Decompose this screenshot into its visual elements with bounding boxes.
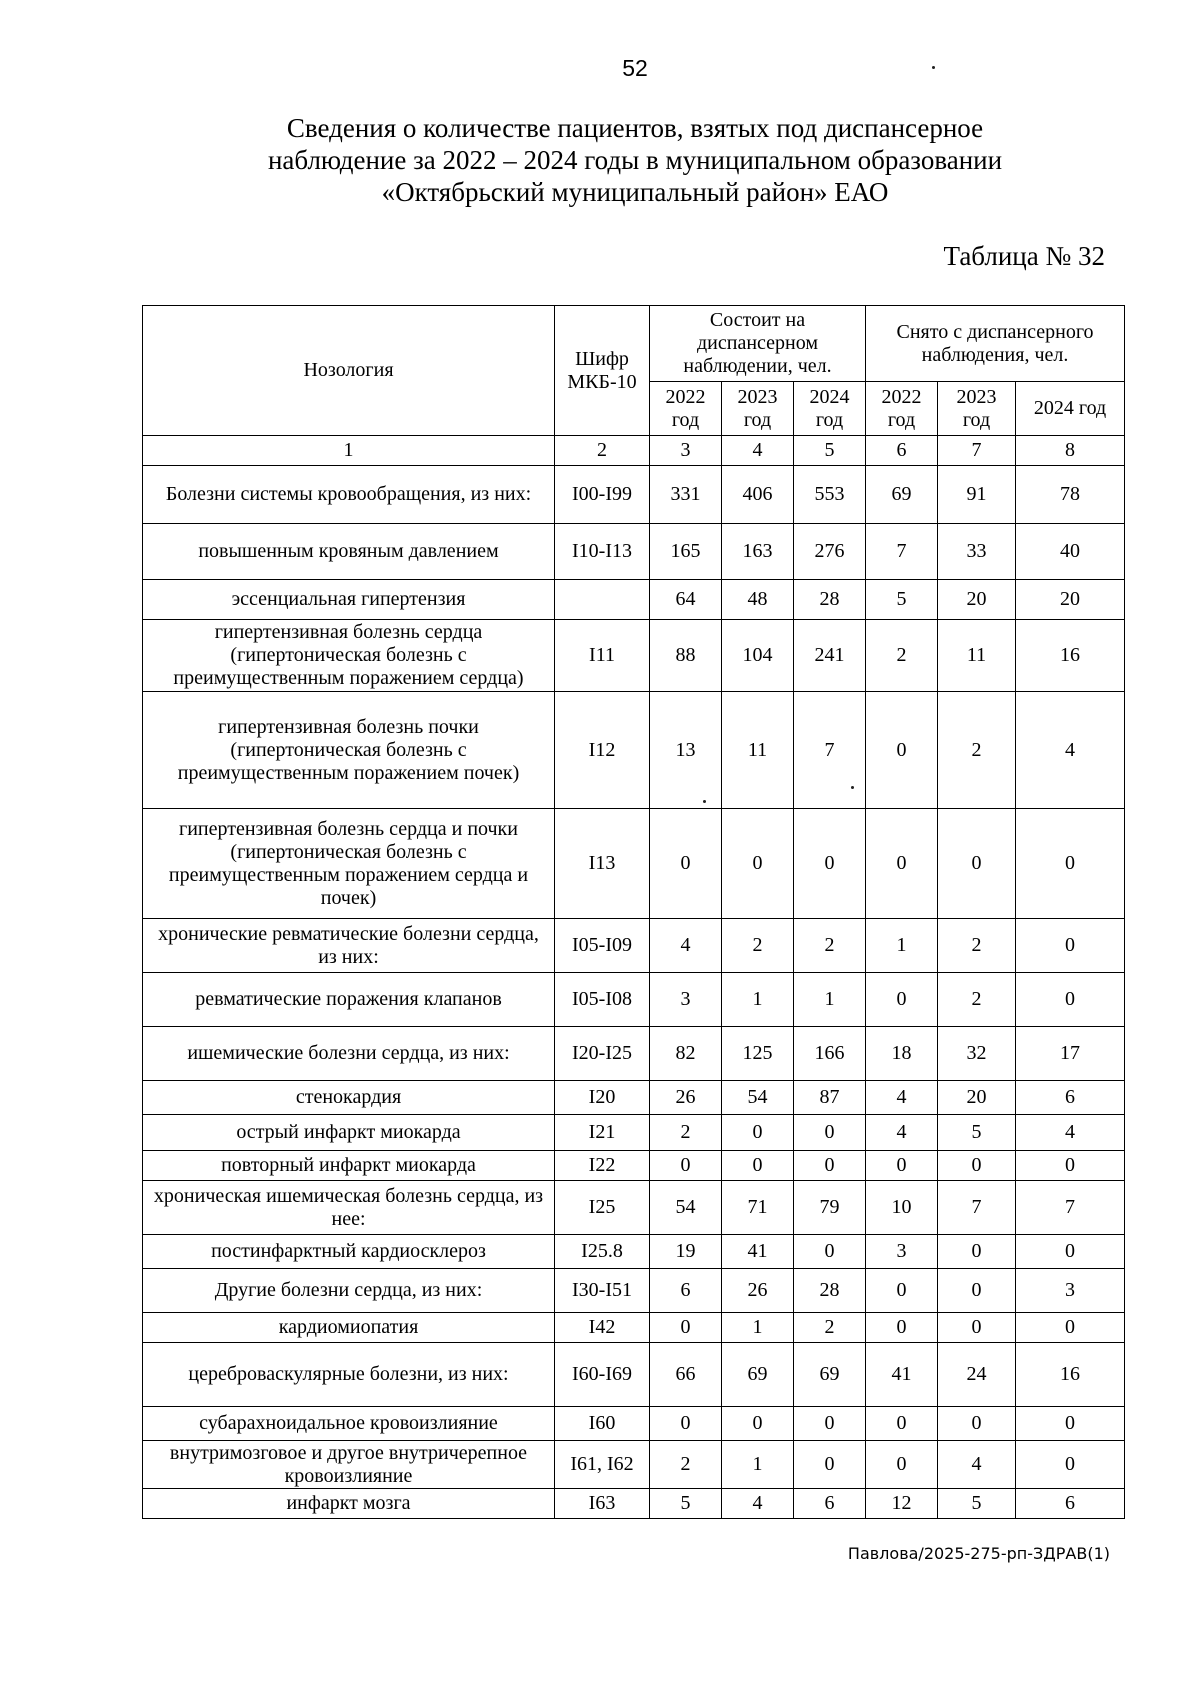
cell-value: 0 [938, 1407, 1016, 1441]
cell-value: 0 [650, 1407, 722, 1441]
cell-code: I25 [555, 1181, 650, 1235]
cell-value: 0 [866, 1313, 938, 1343]
column-number: 1 [143, 436, 555, 466]
cell-value: 0 [722, 1151, 794, 1181]
cell-value: 20 [1016, 580, 1125, 620]
table-label: Таблица № 32 [943, 241, 1105, 271]
cell-code: I61, I62 [555, 1441, 650, 1489]
cell-value: 2 [938, 692, 1016, 809]
page-number: 52 [622, 55, 648, 81]
header-year: 2024 год [794, 382, 866, 436]
cell-value: 166 [794, 1027, 866, 1081]
cell-value: 0 [794, 1235, 866, 1269]
patients-table [142, 305, 1125, 1519]
table-row [143, 692, 1125, 809]
cell-value: 2 [938, 973, 1016, 1027]
cell-value: 82 [650, 1027, 722, 1081]
table-row [143, 1313, 1125, 1343]
cell-value: 7 [794, 692, 866, 809]
cell-value: 20 [938, 1081, 1016, 1115]
cell-value: 0 [794, 1151, 866, 1181]
cell-code: I05-I08 [555, 973, 650, 1027]
cell-value: 3 [866, 1235, 938, 1269]
cell-value: 18 [866, 1027, 938, 1081]
cell-value: 0 [1016, 1407, 1125, 1441]
cell-value: 54 [722, 1081, 794, 1115]
cell-value: 11 [938, 620, 1016, 692]
cell-code: I21 [555, 1115, 650, 1151]
cell-value: 0 [938, 1313, 1016, 1343]
cell-value: 6 [794, 1489, 866, 1519]
table-row [143, 466, 1125, 524]
cell-value: 1 [722, 1441, 794, 1489]
cell-value: 64 [650, 580, 722, 620]
cell-value: 0 [866, 809, 938, 919]
cell-value: 2 [938, 919, 1016, 973]
cell-value: 16 [1016, 1343, 1125, 1407]
header-nosology: Нозология [143, 306, 555, 436]
cell-value: 2 [650, 1115, 722, 1151]
cell-value: 69 [866, 466, 938, 524]
cell-value: 4 [866, 1115, 938, 1151]
cell-value: 91 [938, 466, 1016, 524]
cell-nosology: Другие болезни сердца, из них: [143, 1269, 555, 1313]
cell-code: I05-I09 [555, 919, 650, 973]
cell-value: 13 [650, 692, 722, 809]
cell-code: I12 [555, 692, 650, 809]
cell-value: 163 [722, 524, 794, 580]
cell-value: 0 [1016, 809, 1125, 919]
cell-value: 54 [650, 1181, 722, 1235]
cell-value: 0 [794, 809, 866, 919]
cell-code: I20-I25 [555, 1027, 650, 1081]
cell-nosology: инфаркт мозга [143, 1489, 555, 1519]
cell-value: 0 [866, 1407, 938, 1441]
cell-value: 241 [794, 620, 866, 692]
cell-value: 4 [650, 919, 722, 973]
cell-value: 553 [794, 466, 866, 524]
table-row [143, 1441, 1125, 1489]
cell-value: 2 [866, 620, 938, 692]
cell-value: 0 [722, 1115, 794, 1151]
cell-nosology: повышенным кровяным давлением [143, 524, 555, 580]
cell-value: 7 [866, 524, 938, 580]
cell-value: 16 [1016, 620, 1125, 692]
cell-nosology: эссенциальная гипертензия [143, 580, 555, 620]
cell-nosology: хронические ревматические болезни сердца, из них: [143, 919, 555, 973]
cell-value: 125 [722, 1027, 794, 1081]
cell-value: 1 [794, 973, 866, 1027]
document-title [190, 112, 1080, 208]
cell-value: 0 [866, 1269, 938, 1313]
table-row [143, 1489, 1125, 1519]
cell-value: 0 [1016, 919, 1125, 973]
cell-value: 26 [650, 1081, 722, 1115]
cell-value: 2 [722, 919, 794, 973]
cell-code: I20 [555, 1081, 650, 1115]
cell-value: 331 [650, 466, 722, 524]
table-row [143, 1235, 1125, 1269]
cell-value: 88 [650, 620, 722, 692]
cell-value: 41 [722, 1235, 794, 1269]
cell-value: 2 [794, 1313, 866, 1343]
cell-nosology: субарахноидальное кровоизлияние [143, 1407, 555, 1441]
column-number: 3 [650, 436, 722, 466]
cell-value: 0 [1016, 1235, 1125, 1269]
cell-value: 4 [938, 1441, 1016, 1489]
cell-value: 7 [1016, 1181, 1125, 1235]
table-row [143, 973, 1125, 1027]
cell-value: 3 [650, 973, 722, 1027]
title-line: наблюдение за 2022 – 2024 годы в муниципальном образовании [267, 145, 1003, 175]
cell-value: 4 [866, 1081, 938, 1115]
cell-nosology: ишемические болезни сердца, из них: [143, 1027, 555, 1081]
cell-value: 7 [938, 1181, 1016, 1235]
cell-code: I25.8 [555, 1235, 650, 1269]
cell-value: 0 [650, 1151, 722, 1181]
document-footer: Павлова/2025-275-рп-ЗДРАВ(1) [847, 1544, 1110, 1563]
column-number: 8 [1016, 436, 1125, 466]
cell-value: 1 [722, 973, 794, 1027]
cell-value: 87 [794, 1081, 866, 1115]
cell-value: 0 [938, 1235, 1016, 1269]
table-row [143, 809, 1125, 919]
header-removed: Снято с диспансерного наблюдения, чел. [866, 306, 1125, 382]
column-number: 5 [794, 436, 866, 466]
cell-code: I00-I99 [555, 466, 650, 524]
cell-nosology: острый инфаркт миокарда [143, 1115, 555, 1151]
cell-nosology: цереброваскулярные болезни, из них: [143, 1343, 555, 1407]
cell-nosology: стенокардия [143, 1081, 555, 1115]
table-row [143, 1081, 1125, 1115]
cell-value: 28 [794, 1269, 866, 1313]
table-row [143, 1269, 1125, 1313]
cell-value: 0 [722, 1407, 794, 1441]
header-year: 2024 год [1016, 382, 1125, 436]
cell-value: 6 [1016, 1081, 1125, 1115]
cell-value: 276 [794, 524, 866, 580]
cell-value: 0 [866, 973, 938, 1027]
cell-value: 4 [1016, 692, 1125, 809]
cell-value: 2 [650, 1441, 722, 1489]
cell-value: 5 [938, 1115, 1016, 1151]
table-row [143, 1407, 1125, 1441]
cell-code: I60-I69 [555, 1343, 650, 1407]
cell-nosology: Болезни системы кровообращения, из них: [143, 466, 555, 524]
column-number: 7 [938, 436, 1016, 466]
cell-value: 71 [722, 1181, 794, 1235]
cell-nosology: ревматические поражения клапанов [143, 973, 555, 1027]
cell-value: 104 [722, 620, 794, 692]
cell-value: 406 [722, 466, 794, 524]
cell-nosology: хроническая ишемическая болезнь сердца, из нее: [143, 1181, 555, 1235]
cell-value: 20 [938, 580, 1016, 620]
cell-value: 0 [938, 1151, 1016, 1181]
cell-code: I60 [555, 1407, 650, 1441]
cell-value: 24 [938, 1343, 1016, 1407]
cell-value: 0 [722, 809, 794, 919]
cell-value: 0 [794, 1407, 866, 1441]
cell-value: 4 [722, 1489, 794, 1519]
cell-code: I30-I51 [555, 1269, 650, 1313]
table-row [143, 1115, 1125, 1151]
cell-value: 2 [794, 919, 866, 973]
cell-nosology: кардиомиопатия [143, 1313, 555, 1343]
cell-value: 165 [650, 524, 722, 580]
cell-value: 17 [1016, 1027, 1125, 1081]
cell-value: 0 [866, 1151, 938, 1181]
table-row [143, 1151, 1125, 1181]
header-year: 2022 год [866, 382, 938, 436]
table-row [143, 620, 1125, 692]
column-number: 4 [722, 436, 794, 466]
scan-speck [703, 800, 706, 803]
cell-value: 0 [650, 809, 722, 919]
cell-value: 3 [1016, 1269, 1125, 1313]
cell-value: 0 [1016, 1313, 1125, 1343]
header-year: 2022 год [650, 382, 722, 436]
header-year: 2023 год [722, 382, 794, 436]
cell-value: 1 [866, 919, 938, 973]
cell-code: I13 [555, 809, 650, 919]
cell-code [555, 580, 650, 620]
table-row [143, 1181, 1125, 1235]
cell-value: 41 [866, 1343, 938, 1407]
scan-speck [932, 66, 935, 69]
cell-value: 33 [938, 524, 1016, 580]
cell-value: 40 [1016, 524, 1125, 580]
title-line: «Октябрьский муниципальный район» ЕАО [381, 177, 889, 207]
cell-value: 0 [866, 1441, 938, 1489]
table-row [143, 1027, 1125, 1081]
cell-value: 0 [794, 1115, 866, 1151]
cell-value: 5 [938, 1489, 1016, 1519]
cell-value: 5 [866, 580, 938, 620]
cell-value: 32 [938, 1027, 1016, 1081]
cell-value: 0 [1016, 1151, 1125, 1181]
cell-code: I11 [555, 620, 650, 692]
cell-value: 69 [794, 1343, 866, 1407]
column-number: 6 [866, 436, 938, 466]
table-row [143, 919, 1125, 973]
header-code: Шифр МКБ-10 [555, 306, 650, 436]
cell-value: 10 [866, 1181, 938, 1235]
cell-value: 4 [1016, 1115, 1125, 1151]
cell-nosology: гипертензивная болезнь почки (гипертоническая болезнь с преимущественным поражением почек) [143, 692, 555, 809]
column-number: 2 [555, 436, 650, 466]
cell-nosology: гипертензивная болезнь сердца (гипертоническая болезнь с преимущественным поражением сердца) [143, 620, 555, 692]
scan-speck [851, 786, 854, 789]
cell-value: 28 [794, 580, 866, 620]
cell-code: I42 [555, 1313, 650, 1343]
cell-value: 69 [722, 1343, 794, 1407]
cell-code: I63 [555, 1489, 650, 1519]
cell-value: 6 [650, 1269, 722, 1313]
cell-value: 26 [722, 1269, 794, 1313]
cell-value: 78 [1016, 466, 1125, 524]
cell-value: 1 [722, 1313, 794, 1343]
header-observed: Состоит на диспансерном наблюдении, чел. [650, 306, 866, 382]
cell-value: 5 [650, 1489, 722, 1519]
cell-value: 0 [938, 809, 1016, 919]
cell-value: 0 [650, 1313, 722, 1343]
cell-nosology: внутримозговое и другое внутричерепное кровоизлияние [143, 1441, 555, 1489]
cell-value: 48 [722, 580, 794, 620]
header-year: 2023 год [938, 382, 1016, 436]
cell-value: 19 [650, 1235, 722, 1269]
table-row [143, 580, 1125, 620]
table-body [143, 466, 1125, 1519]
cell-value: 12 [866, 1489, 938, 1519]
cell-code: I22 [555, 1151, 650, 1181]
cell-value: 0 [938, 1269, 1016, 1313]
cell-nosology: повторный инфаркт миокарда [143, 1151, 555, 1181]
cell-value: 0 [1016, 1441, 1125, 1489]
cell-nosology: постинфарктный кардиосклероз [143, 1235, 555, 1269]
title-line: Сведения о количестве пациентов, взятых под диспансерное [286, 113, 984, 143]
table-row [143, 524, 1125, 580]
table-row [143, 1343, 1125, 1407]
cell-value: 66 [650, 1343, 722, 1407]
cell-nosology: гипертензивная болезнь сердца и почки (гипертоническая болезнь с преимущественным поражением сердца и почек) [143, 809, 555, 919]
cell-value: 0 [866, 692, 938, 809]
cell-value: 6 [1016, 1489, 1125, 1519]
cell-value: 0 [1016, 973, 1125, 1027]
cell-value: 0 [794, 1441, 866, 1489]
cell-value: 79 [794, 1181, 866, 1235]
cell-value: 11 [722, 692, 794, 809]
cell-code: I10-I13 [555, 524, 650, 580]
